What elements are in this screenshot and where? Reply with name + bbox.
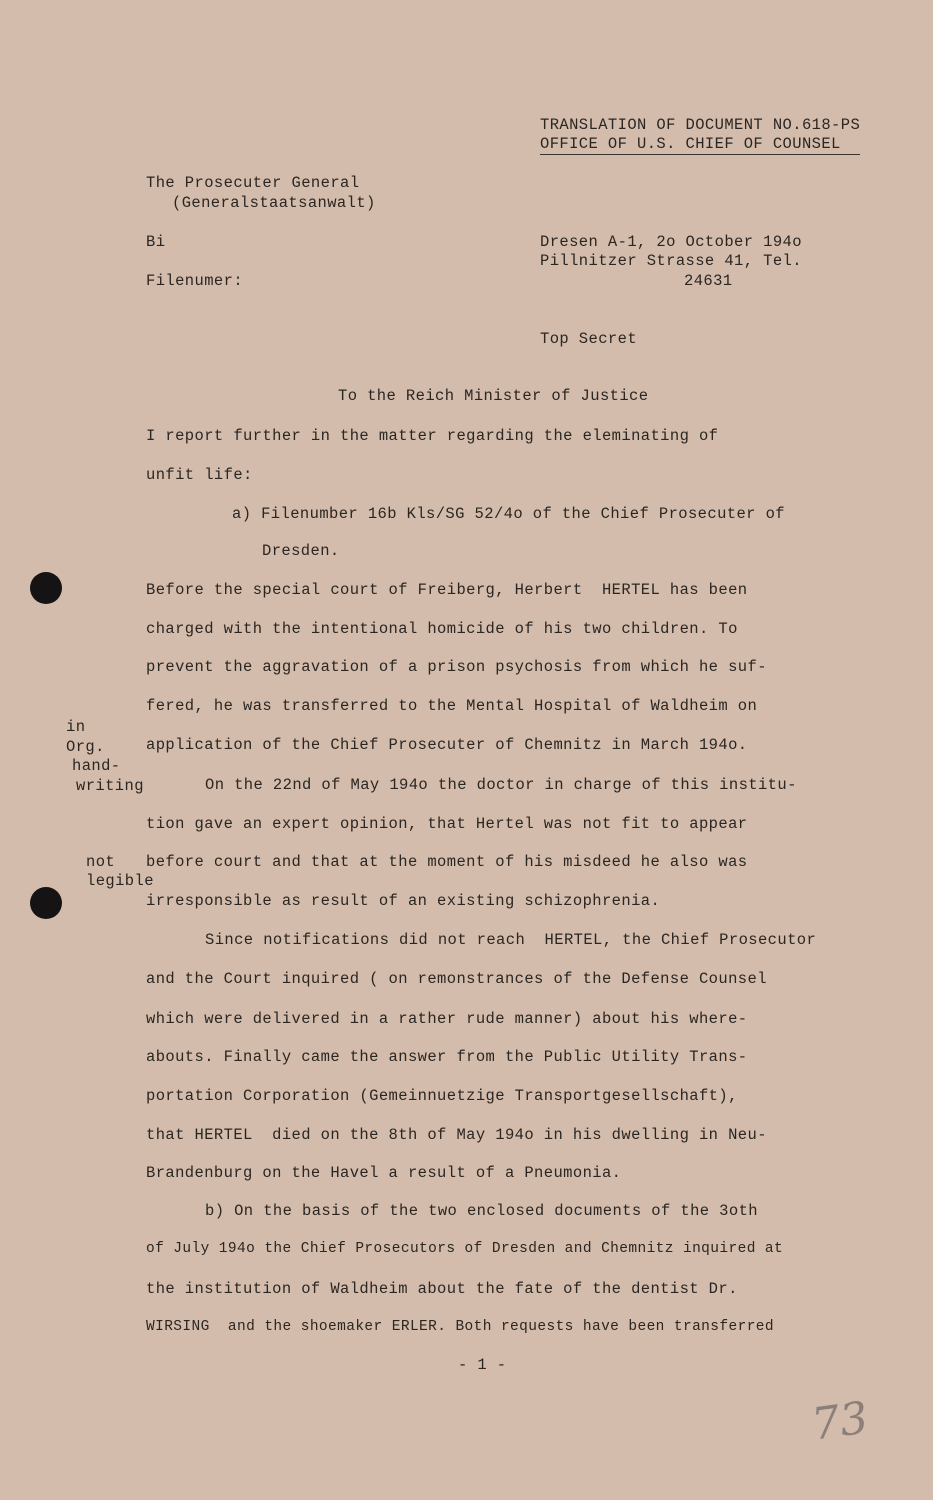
- body-line: Since notifications did not reach HERTEL, the Chief Prosecutor: [205, 931, 817, 949]
- margin-note-writing: writing: [76, 777, 144, 795]
- margin-note-hand: hand-: [72, 757, 121, 775]
- body-line: prevent the aggravation of a prison psychosis from which he suf-: [146, 658, 767, 676]
- body-line: b) On the basis of the two enclosed documents of the 3oth: [205, 1202, 758, 1220]
- punch-hole: [30, 887, 62, 919]
- body-line: application of the Chief Prosecuter of Chemnitz in March 194o.: [146, 736, 748, 754]
- telephone-number: 24631: [684, 272, 733, 290]
- sender-line-1: The Prosecuter General: [146, 174, 360, 192]
- page-number: - 1 -: [458, 1356, 507, 1374]
- body-line: irresponsible as result of an existing schizophrenia.: [146, 892, 661, 910]
- office-line: OFFICE OF U.S. CHIEF OF COUNSEL: [540, 135, 860, 155]
- body-line: On the 22nd of May 194o the doctor in charge of this institu-: [205, 776, 797, 794]
- margin-note-not: not: [86, 853, 116, 871]
- body-line: that HERTEL died on the 8th of May 194o in his dwelling in Neu-: [146, 1126, 767, 1144]
- body-line: Before the special court of Freiberg, Herbert HERTEL has been: [146, 581, 748, 599]
- body-line: of July 194o the Chief Prosecutors of Dresden and Chemnitz inquired at: [146, 1241, 784, 1257]
- classification: Top Secret: [540, 330, 638, 348]
- body-line: abouts. Finally came the answer from the Public Utility Trans-: [146, 1048, 748, 1066]
- body-line: portation Corporation (Gemeinnuetzige Transportgesellschaft),: [146, 1087, 738, 1105]
- translation-line: TRANSLATION OF DOCUMENT NO.618-PS: [540, 116, 861, 134]
- body-line: and the Court inquired ( on remonstrances of the Defense Counsel: [146, 970, 767, 988]
- punch-hole: [30, 572, 62, 604]
- filenumber-label: Filenumer:: [146, 272, 244, 290]
- body-line: before court and that at the moment of his misdeed he also was: [146, 853, 748, 871]
- body-line: which were delivered in a rather rude manner) about his where-: [146, 1010, 748, 1028]
- body-line: WIRSING and the shoemaker ERLER. Both requests have been transferred: [146, 1319, 774, 1335]
- body-line: fered, he was transferred to the Mental Hospital of Waldheim on: [146, 697, 758, 715]
- body-line: the institution of Waldheim about the fate of the dentist Dr.: [146, 1280, 738, 1298]
- body-line: a) Filenumber 16b Kls/SG 52/4o of the Chief Prosecuter of: [232, 505, 785, 523]
- margin-note-in: in: [66, 718, 86, 736]
- body-line: Brandenburg on the Havel a result of a Pneumonia.: [146, 1164, 622, 1182]
- addressee: To the Reich Minister of Justice: [338, 387, 649, 405]
- place-date: Dresen A-1, 2o October 194o: [540, 233, 802, 251]
- sender-line-2: (Generalstaatsanwalt): [172, 194, 376, 212]
- margin-note-org: Org.: [66, 738, 105, 756]
- body-line: unfit life:: [146, 466, 253, 484]
- address-line: Pillnitzer Strasse 41, Tel.: [540, 252, 802, 270]
- body-line: Dresden.: [262, 542, 340, 560]
- sender-bi: Bi: [146, 233, 166, 251]
- margin-note-legible: legible: [86, 872, 154, 890]
- body-line: I report further in the matter regarding the eleminating of: [146, 427, 719, 445]
- handwritten-page-number: 73: [808, 1392, 872, 1451]
- body-line: tion gave an expert opinion, that Hertel was not fit to appear: [146, 815, 748, 833]
- body-line: charged with the intentional homicide of his two children. To: [146, 620, 738, 638]
